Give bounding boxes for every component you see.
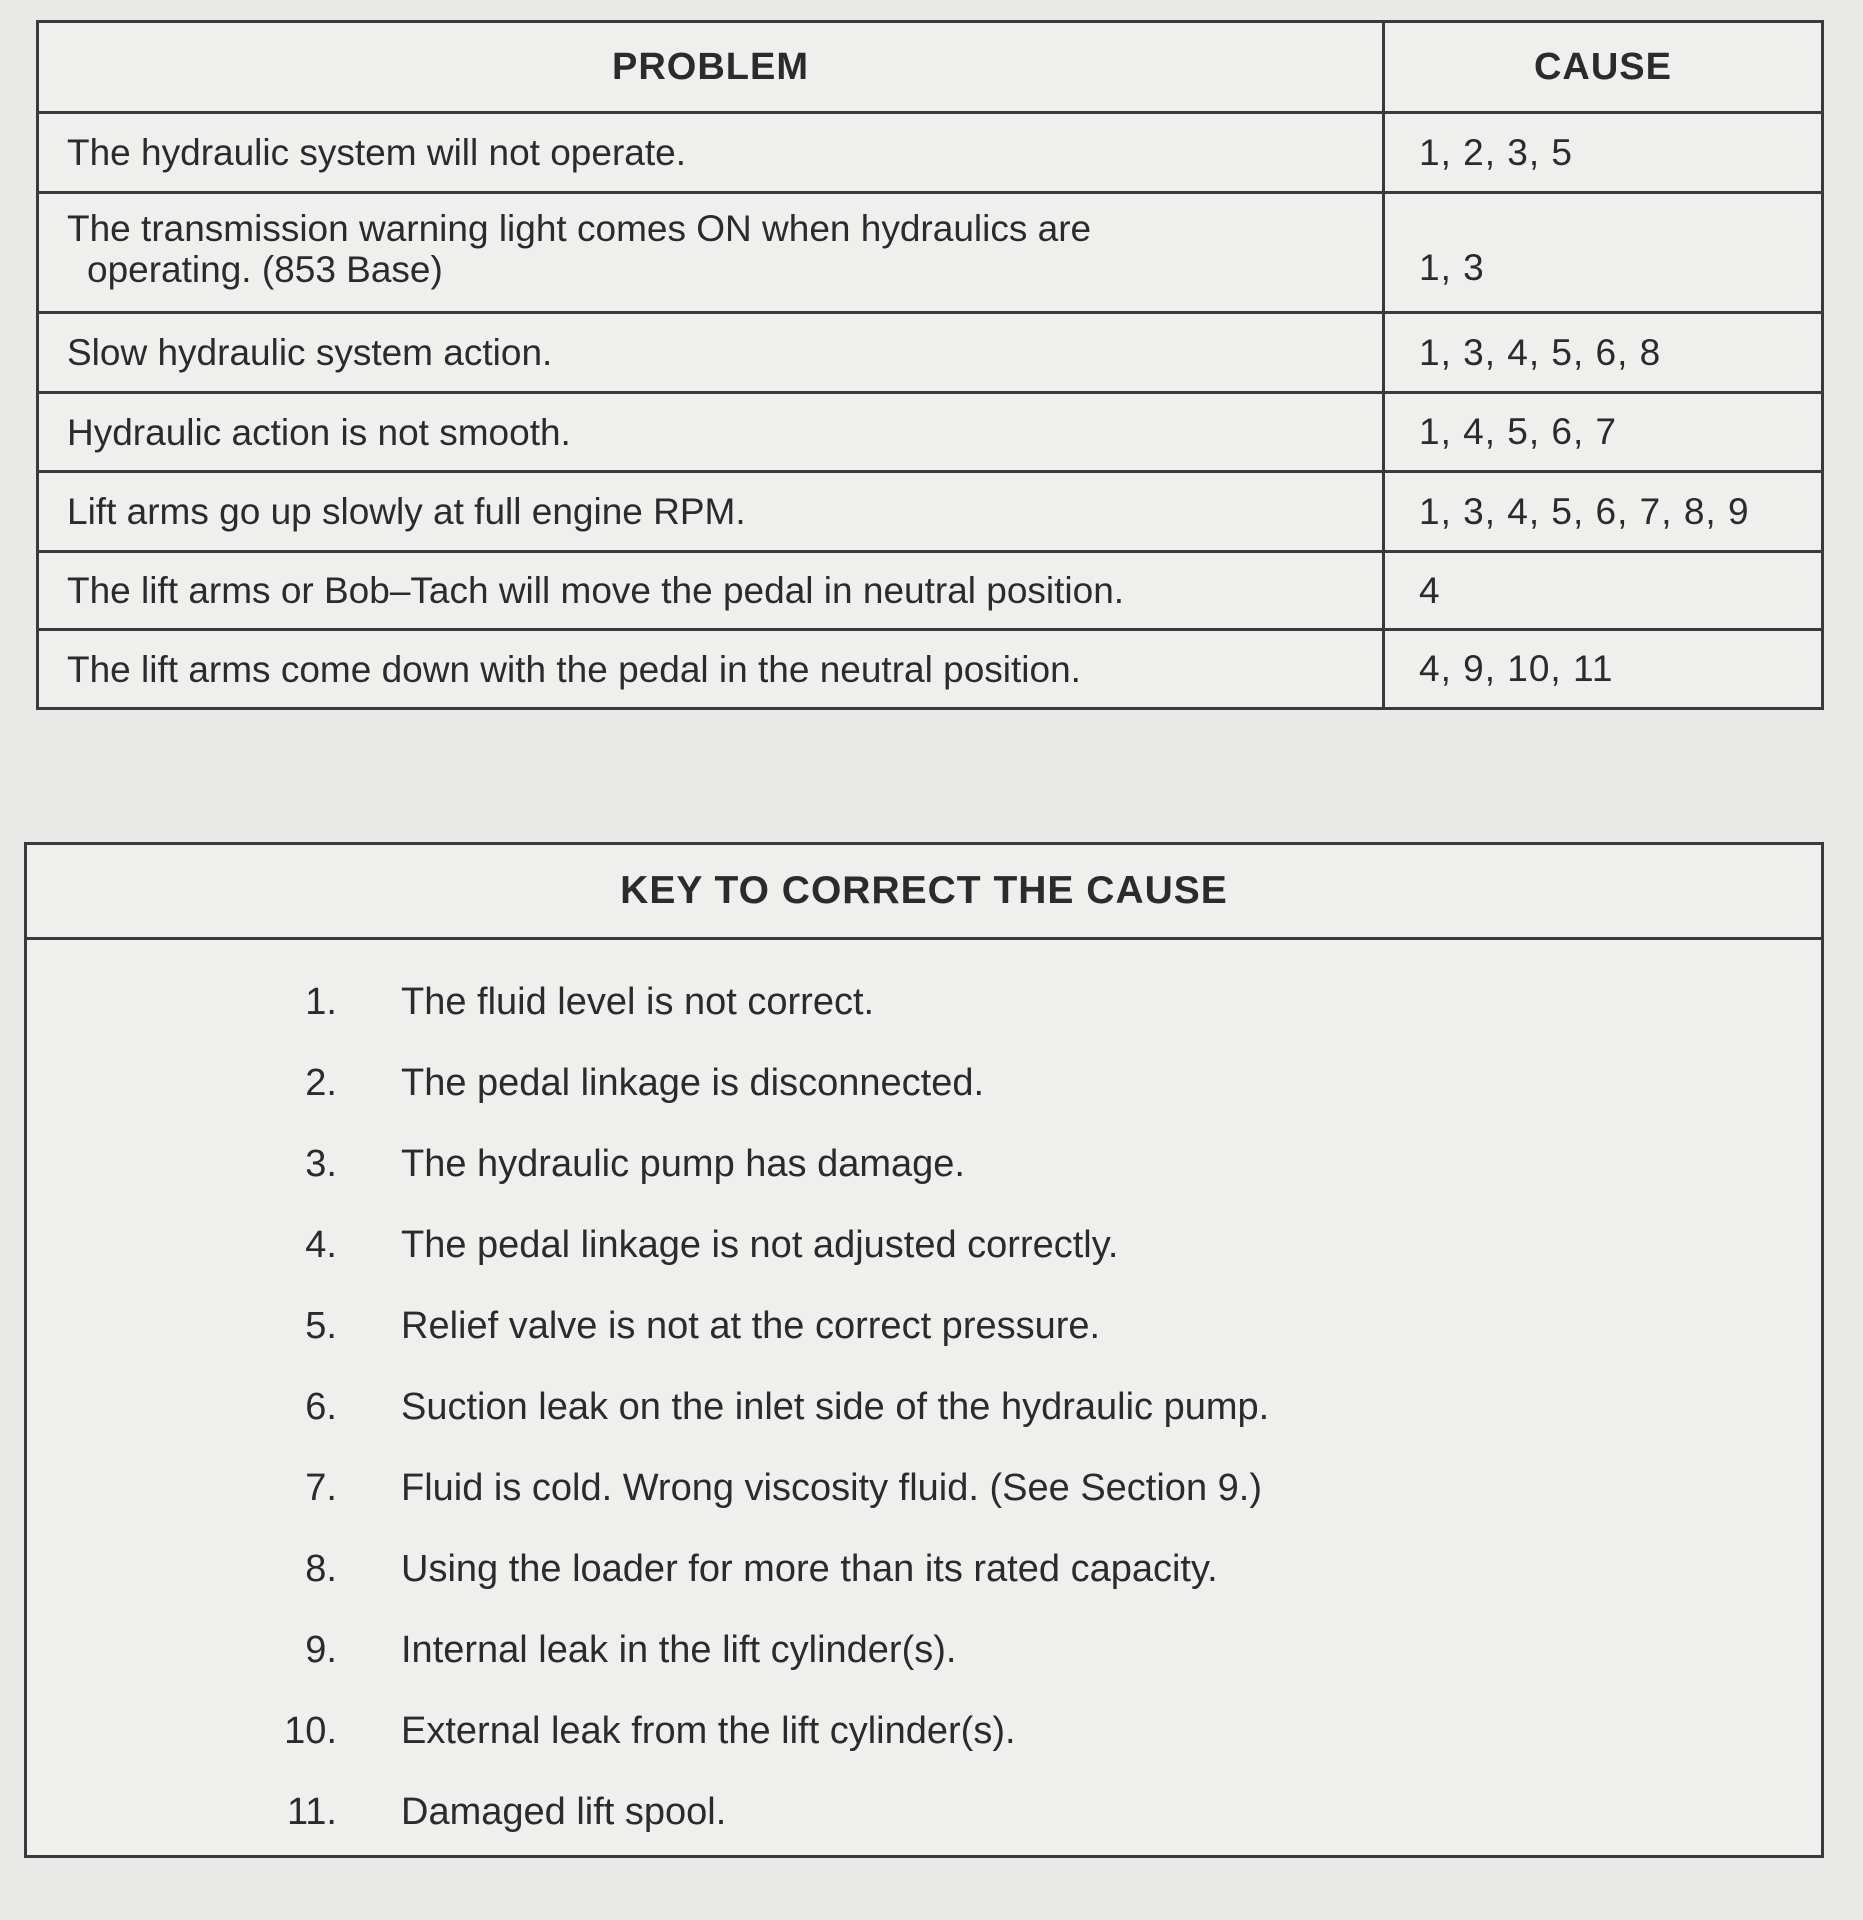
table-row xyxy=(39,391,1821,470)
key-item-number: 11. xyxy=(286,1791,337,1833)
table-row xyxy=(39,111,1821,191)
key-item-number: 2. xyxy=(305,1062,337,1104)
problem-cell xyxy=(39,194,1385,311)
key-item-text: The hydraulic pump has damage. xyxy=(401,1143,965,1185)
list-item xyxy=(27,1529,1821,1610)
key-table-title: KEY TO CORRECT THE CAUSE xyxy=(27,845,1821,940)
cause-cell: 1, 4, 5, 6, 7 xyxy=(1419,411,1618,452)
problem-cell: Hydraulic action is not smooth. xyxy=(39,394,1385,470)
key-item-number: 1. xyxy=(305,981,337,1023)
key-item-number: 9. xyxy=(305,1629,337,1671)
problem-cell: The hydraulic system will not operate. xyxy=(39,114,1385,191)
list-item xyxy=(27,1367,1821,1448)
key-item-text: Fluid is cold. Wrong viscosity fluid. (See Section 9.) xyxy=(401,1467,1262,1509)
table-header-row xyxy=(39,23,1821,111)
key-item-text: Relief valve is not at the correct pressure. xyxy=(401,1305,1101,1347)
key-item-text: Internal leak in the lift cylinder(s). xyxy=(401,1629,957,1671)
key-item-number: 5. xyxy=(305,1305,337,1347)
key-item-text: Suction leak on the inlet side of the hydraulic pump. xyxy=(401,1386,1270,1428)
cause-column-header: CAUSE xyxy=(1533,45,1673,88)
problem-cell: Lift arms go up slowly at full engine RPM. xyxy=(39,473,1385,550)
table-row xyxy=(39,628,1821,707)
list-item xyxy=(27,1043,1821,1124)
cause-cell: 4 xyxy=(1419,569,1441,611)
key-table xyxy=(24,842,1824,1858)
problem-cell-line: operating. (853 Base) xyxy=(87,249,443,290)
list-item xyxy=(27,1610,1821,1691)
cause-cell: 1, 3, 4, 5, 6, 7, 8, 9 xyxy=(1419,490,1750,532)
key-item-text: The fluid level is not correct. xyxy=(401,981,875,1023)
cause-cell: 1, 2, 3, 5 xyxy=(1419,131,1573,173)
problem-cause-table xyxy=(36,20,1824,710)
table-row xyxy=(39,550,1821,628)
key-item-text: The pedal linkage is not adjusted correctly. xyxy=(401,1224,1119,1266)
table-row xyxy=(39,191,1821,311)
key-list xyxy=(27,940,1821,1853)
key-item-text: Damaged lift spool. xyxy=(401,1791,727,1833)
problem-column-header: PROBLEM xyxy=(39,23,1385,111)
cause-cell: 1, 3 xyxy=(1419,246,1485,288)
problem-cell: Slow hydraulic system action. xyxy=(39,314,1385,391)
key-item-text: Using the loader for more than its rated capacity. xyxy=(401,1548,1218,1590)
list-item xyxy=(27,1691,1821,1772)
key-item-number: 4. xyxy=(305,1224,337,1266)
list-item xyxy=(27,1124,1821,1205)
list-item xyxy=(27,962,1821,1043)
list-item xyxy=(27,1286,1821,1367)
table-row xyxy=(39,470,1821,550)
key-item-number: 7. xyxy=(305,1467,337,1509)
table-row xyxy=(39,311,1821,391)
problem-cell: The lift arms come down with the pedal in the neutral position. xyxy=(39,631,1385,707)
key-item-number: 3. xyxy=(305,1143,337,1185)
key-item-number: 6. xyxy=(305,1386,337,1428)
key-item-text: The pedal linkage is disconnected. xyxy=(401,1062,985,1104)
list-item xyxy=(27,1448,1821,1529)
key-item-text: External leak from the lift cylinder(s). xyxy=(401,1710,1016,1752)
key-item-number: 10. xyxy=(284,1710,337,1752)
list-item xyxy=(27,1772,1821,1853)
cause-cell: 4, 9, 10, 11 xyxy=(1419,648,1614,689)
problem-cell-line: The transmission warning light comes ON when hydraulics are xyxy=(67,208,1092,249)
problem-cell: The lift arms or Bob–Tach will move the pedal in neutral position. xyxy=(39,553,1385,628)
cause-cell: 1, 3, 4, 5, 6, 8 xyxy=(1419,331,1662,373)
list-item xyxy=(27,1205,1821,1286)
key-item-number: 8. xyxy=(305,1548,337,1590)
